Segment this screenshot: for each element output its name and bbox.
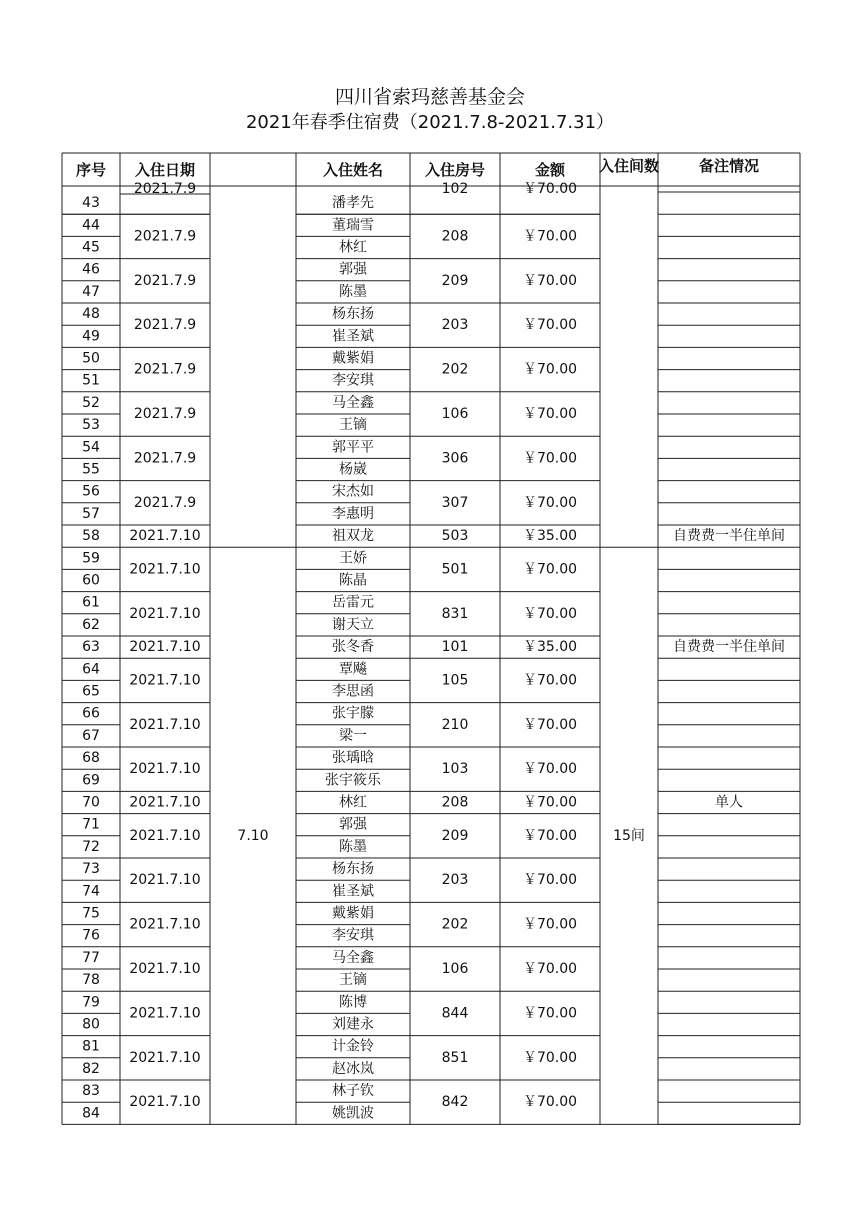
booking-room: 210 <box>441 716 469 733</box>
booking-room: 831 <box>441 605 469 622</box>
booking-room: 208 <box>441 228 469 245</box>
booking-date: 2021.7.9 <box>133 272 197 289</box>
seq-cell: 83 <box>82 1083 100 1100</box>
booking-room: 105 <box>441 672 469 689</box>
header-seq: 序号 <box>75 161 107 179</box>
booking-date: 2021.7.10 <box>129 716 201 733</box>
booking-amount: ￥70.00 <box>522 1049 578 1066</box>
booking-amount: ￥70.00 <box>522 605 578 622</box>
name-cell: 郭平平 <box>332 439 374 456</box>
seq-cell: 44 <box>82 217 100 234</box>
seq-cell: 56 <box>82 483 100 500</box>
seq-cell: 66 <box>82 705 100 722</box>
name-cell: 潘孝先 <box>332 195 374 212</box>
seq-cell: 78 <box>82 972 100 989</box>
seq-cell: 51 <box>82 372 100 389</box>
booking-date: 2021.7.9 <box>133 317 197 334</box>
seq-cell: 64 <box>82 661 100 678</box>
booking-room: 101 <box>441 639 469 656</box>
booking-amount: ￥70.00 <box>522 450 578 467</box>
seq-cell: 75 <box>82 905 100 922</box>
name-cell: 崔圣斌 <box>332 328 374 345</box>
name-cell: 王镝 <box>339 972 367 989</box>
booking-amount: ￥70.00 <box>522 872 578 889</box>
name-cell: 覃飚 <box>339 661 367 678</box>
booking-room: 203 <box>441 317 469 334</box>
header-name: 入住姓名 <box>322 161 384 179</box>
seq-cell: 70 <box>82 794 100 811</box>
header-notes: 备注情况 <box>698 157 760 175</box>
seq-cell: 68 <box>82 750 100 767</box>
seq-cell: 67 <box>82 727 100 744</box>
booking-date: 2021.7.9 <box>133 406 197 422</box>
header-count: 入住间数 <box>598 157 660 175</box>
seq-cell: 49 <box>82 328 100 345</box>
header-amount: 金额 <box>534 161 566 179</box>
name-cell: 张冬香 <box>332 639 374 656</box>
seq-cell: 80 <box>82 1016 100 1033</box>
booking-date: 2021.7.9 <box>133 361 197 378</box>
name-cell: 计金铃 <box>332 1038 374 1055</box>
booking-amount: ￥70.00 <box>522 1005 578 1022</box>
booking-date: 2021.7.10 <box>129 1005 201 1022</box>
seq-cell: 79 <box>82 994 100 1011</box>
booking-date: 2021.7.10 <box>129 1094 201 1111</box>
seq-cell: 81 <box>82 1038 100 1055</box>
booking-room: 209 <box>441 272 469 289</box>
booking-date: 2021.7.10 <box>129 639 201 656</box>
name-cell: 杨崴 <box>339 461 367 478</box>
booking-amount: ￥70.00 <box>522 827 578 844</box>
seq-cell: 43 <box>82 195 100 212</box>
name-cell: 李思函 <box>332 683 374 700</box>
booking-room: 106 <box>441 961 469 977</box>
booking-date: 2021.7.10 <box>129 794 201 811</box>
booking-room: 103 <box>441 761 469 778</box>
seq-cell: 77 <box>82 949 100 966</box>
seq-cell: 48 <box>82 306 100 323</box>
booking-room: 203 <box>441 872 469 889</box>
booking-room: 209 <box>441 827 469 844</box>
name-cell: 董瑞雪 <box>332 217 374 234</box>
name-cell: 陈墨 <box>339 283 367 300</box>
seq-cell: 53 <box>82 417 100 434</box>
header-room: 入住房号 <box>424 161 486 179</box>
booking-amount: ￥70.00 <box>522 561 578 578</box>
name-cell: 林红 <box>339 794 367 811</box>
booking-amount: ￥70.00 <box>522 272 578 289</box>
name-cell: 姚凯波 <box>332 1105 374 1122</box>
seq-cell: 69 <box>82 772 100 789</box>
seq-cell: 58 <box>82 528 100 545</box>
seq-cell: 62 <box>82 616 100 633</box>
document-subtitle: 2021年春季住宿费（2021.7.8-2021.7.31） <box>245 112 615 133</box>
booking-date: 2021.7.10 <box>129 561 201 578</box>
seq-cell: 57 <box>82 505 100 522</box>
booking-room: 844 <box>441 1005 469 1022</box>
booking-amount: ￥35.00 <box>522 639 578 656</box>
booking-amount: ￥70.00 <box>522 317 578 334</box>
name-cell: 林红 <box>339 239 367 256</box>
booking-note: 自费费一半住单间 <box>673 639 785 656</box>
seq-cell: 74 <box>82 883 100 900</box>
booking-date: 2021.7.10 <box>129 961 201 977</box>
seq-cell: 54 <box>82 439 100 456</box>
group-date: 7.10 <box>237 827 269 844</box>
booking-room: 307 <box>441 494 469 511</box>
seq-cell: 76 <box>82 927 100 944</box>
name-cell: 赵冰岚 <box>332 1060 374 1077</box>
name-cell: 谢天立 <box>332 616 374 633</box>
name-cell: 陈晶 <box>339 572 367 589</box>
name-cell: 王镝 <box>339 417 367 434</box>
name-cell: 陈墨 <box>339 838 367 855</box>
seq-cell: 72 <box>82 838 100 855</box>
seq-cell: 63 <box>82 639 100 656</box>
booking-amount: ￥70.00 <box>522 716 578 733</box>
booking-date: 2021.7.9 <box>133 450 197 467</box>
seq-cell: 82 <box>82 1060 100 1077</box>
booking-amount: ￥70.00 <box>522 916 578 933</box>
name-cell: 崔圣斌 <box>332 883 374 900</box>
room-count: 15间 <box>613 827 645 844</box>
document-title: 四川省索玛慈善基金会 <box>334 86 525 108</box>
name-cell: 杨东扬 <box>332 306 374 323</box>
booking-amount: ￥70.00 <box>522 761 578 778</box>
booking-date: 2021.7.10 <box>129 872 201 889</box>
booking-date: 2021.7.10 <box>129 672 201 689</box>
seq-cell: 50 <box>82 350 100 367</box>
name-cell: 陈博 <box>339 994 367 1011</box>
name-cell: 张瑀晗 <box>332 750 374 767</box>
name-cell: 郭强 <box>339 816 367 833</box>
name-cell: 郭强 <box>339 261 367 278</box>
booking-amount: ￥70.00 <box>522 494 578 511</box>
booking-amount: ￥70.00 <box>522 961 578 977</box>
booking-amount: ￥70.00 <box>522 228 578 245</box>
cutoff-amount: ￥70.00 <box>522 181 578 197</box>
booking-room: 851 <box>441 1049 469 1066</box>
name-cell: 张宇朦 <box>332 705 374 722</box>
booking-date: 2021.7.10 <box>129 761 201 778</box>
seq-cell: 45 <box>82 239 100 256</box>
seq-cell: 71 <box>82 816 100 833</box>
booking-amount: ￥70.00 <box>522 794 578 811</box>
booking-room: 306 <box>441 450 469 467</box>
booking-room: 202 <box>441 916 469 933</box>
name-cell: 李惠明 <box>332 505 374 522</box>
seq-cell: 47 <box>82 283 100 300</box>
booking-date: 2021.7.10 <box>129 528 201 545</box>
name-cell: 刘建永 <box>332 1016 374 1033</box>
booking-room: 202 <box>441 361 469 378</box>
name-cell: 杨东扬 <box>332 861 374 878</box>
cutoff-room: 102 <box>441 181 469 197</box>
seq-cell: 73 <box>82 861 100 878</box>
booking-room: 208 <box>441 794 469 811</box>
booking-note: 自费费一半住单间 <box>673 528 785 545</box>
header-date: 入住日期 <box>134 161 196 179</box>
seq-cell: 52 <box>82 394 100 411</box>
seq-cell: 60 <box>82 572 100 589</box>
seq-cell: 84 <box>82 1105 100 1122</box>
booking-date: 2021.7.10 <box>129 605 201 622</box>
booking-amount: ￥70.00 <box>522 406 578 422</box>
name-cell: 张宇筱乐 <box>325 772 381 789</box>
name-cell: 李安琪 <box>332 372 374 389</box>
seq-cell: 61 <box>82 594 100 611</box>
name-cell: 宋杰如 <box>332 483 374 500</box>
name-cell: 马全鑫 <box>332 394 374 411</box>
booking-room: 106 <box>441 406 469 422</box>
booking-date: 2021.7.9 <box>133 228 197 245</box>
name-cell: 马全鑫 <box>332 949 374 966</box>
cutoff-date: 2021.7.9 <box>133 181 197 197</box>
name-cell: 梁一 <box>339 727 367 744</box>
name-cell: 岳雷元 <box>332 594 374 611</box>
booking-amount: ￥70.00 <box>522 361 578 378</box>
name-cell: 李安琪 <box>332 927 374 944</box>
booking-amount: ￥70.00 <box>522 672 578 689</box>
seq-cell: 59 <box>82 550 100 567</box>
booking-date: 2021.7.10 <box>129 916 201 933</box>
seq-cell: 55 <box>82 461 100 478</box>
booking-room: 503 <box>441 528 469 545</box>
booking-date: 2021.7.9 <box>133 494 197 511</box>
seq-cell: 46 <box>82 261 100 278</box>
booking-amount: ￥35.00 <box>522 528 578 545</box>
booking-room: 842 <box>441 1094 469 1111</box>
booking-note: 单人 <box>715 794 743 811</box>
booking-room: 501 <box>441 561 469 578</box>
booking-amount: ￥70.00 <box>522 1094 578 1111</box>
name-cell: 林子钦 <box>332 1083 374 1100</box>
booking-date: 2021.7.10 <box>129 827 201 844</box>
name-cell: 戴紫娟 <box>332 905 374 922</box>
name-cell: 王娇 <box>339 550 367 567</box>
seq-cell: 65 <box>82 683 100 700</box>
name-cell: 祖双龙 <box>332 528 374 545</box>
name-cell: 戴紫娟 <box>332 350 374 367</box>
booking-date: 2021.7.10 <box>129 1049 201 1066</box>
